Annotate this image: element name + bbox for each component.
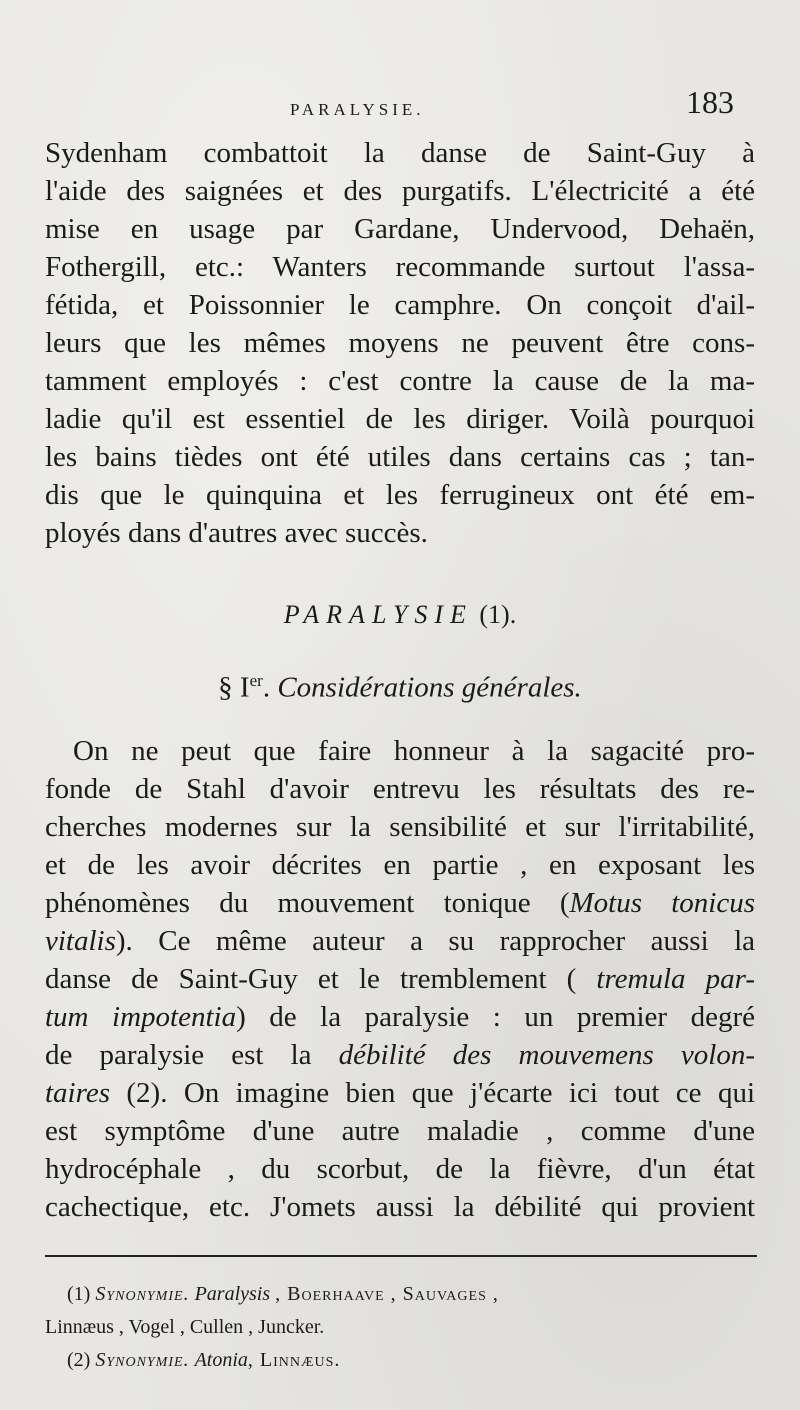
paragraph-line: est symptôme d'une autre maladie , comme d'une xyxy=(45,1115,755,1147)
paragraph-line: fétida, et Poissonnier le camphre. On conçoit d'ail- xyxy=(45,289,755,321)
paragraph-line: tamment employés : c'est contre la cause de la ma- xyxy=(45,365,755,397)
section-heading-note-ref: (1). xyxy=(479,600,517,629)
paragraph-line: mise en usage par Gardane, Undervood, Dehaën, xyxy=(45,213,755,245)
footnote-text: , Boerhaave , Sauvages , xyxy=(275,1283,499,1305)
footnote-label: Synonymie. xyxy=(95,1283,190,1305)
footnote-2 xyxy=(45,1346,787,1374)
footnote-text: , Linnæus. xyxy=(247,1349,341,1371)
italic-run: Motus tonicus xyxy=(569,887,755,919)
paragraph-line: leurs que les mêmes moyens ne peuvent être cons- xyxy=(45,327,755,359)
paragraph-line xyxy=(45,1036,755,1074)
footnote-term: Paralysis xyxy=(194,1283,271,1305)
paragraph-line xyxy=(45,998,755,1036)
text-run: ). Ce même auteur a su rapprocher aussi la xyxy=(115,925,755,957)
paragraph-line xyxy=(45,884,755,922)
paragraph-line: On ne peut que faire honneur à la sagacité pro- xyxy=(73,735,755,767)
paragraph-line xyxy=(45,1074,755,1112)
subsection-heading xyxy=(0,662,800,707)
section-heading-title: PARALYSIE xyxy=(283,600,473,629)
footnote-label: Synonymie. xyxy=(95,1349,190,1371)
paragraph-line: l'aide des saignées et des purgatifs. L'électricité a été xyxy=(45,175,755,207)
paragraph-line: fonde de Stahl d'avoir entrevu les résultats des re- xyxy=(45,773,755,805)
footnote-divider xyxy=(45,1255,757,1257)
footnote-term: Atonia xyxy=(194,1349,248,1371)
page-number: 183 xyxy=(686,84,734,120)
text-run: danse de Saint-Guy et le tremblement ( xyxy=(45,963,577,995)
footnote-1 xyxy=(45,1280,787,1308)
paragraph-line: ployés dans d'autres avec succès. xyxy=(45,517,428,549)
paragraph-line: cherches modernes sur la sensibilité et sur l'irritabilité, xyxy=(45,811,755,843)
section-heading xyxy=(0,596,800,634)
italic-run: tremula par- xyxy=(596,963,756,995)
section-mark-superscript: er xyxy=(249,671,263,690)
footnote-1-continued: Linnæus , Vogel , Cullen , Juncker. xyxy=(45,1316,325,1338)
italic-run: débilité des mouvemens volon- xyxy=(338,1039,755,1071)
footnote-number: (1) xyxy=(67,1283,91,1305)
paragraph-line: cachectique, etc. J'omets aussi la débilité qui provient xyxy=(45,1191,755,1223)
text-run: ) de la paralysie : un premier degré xyxy=(236,1001,756,1033)
paragraph-line: et de les avoir décrites en partie , en exposant les xyxy=(45,849,755,881)
section-mark: § I xyxy=(218,671,250,704)
paragraph-line xyxy=(45,922,755,960)
footnote-number: (2) xyxy=(67,1349,91,1371)
paragraph-line: hydrocéphale , du scorbut, de la fièvre, d'un état xyxy=(45,1153,755,1185)
italic-run: tum impotentia xyxy=(45,1001,237,1033)
paragraph-line: Sydenham combattoit la danse de Saint-Guy à xyxy=(45,137,755,169)
section-mark-dot: . xyxy=(262,671,271,704)
text-run: de paralysie est la xyxy=(45,1039,339,1071)
paragraph-line: ladie qu'il est essentiel de les diriger. Voilà pourquoi xyxy=(45,403,755,435)
subsection-heading-title: Considérations générales. xyxy=(277,671,582,704)
text-run: phénomènes du mouvement tonique ( xyxy=(45,887,570,919)
paragraph-line xyxy=(45,960,755,998)
text-run: (2). On imagine bien que j'écarte ici tout ce qui xyxy=(109,1077,755,1109)
paragraph-line: les bains tièdes ont été utiles dans certains cas ; tan- xyxy=(45,441,755,473)
italic-run: taires xyxy=(45,1077,110,1109)
paragraph-line: dis que le quinquina et les ferrugineux ont été em- xyxy=(45,479,755,511)
italic-run: vitalis xyxy=(45,925,116,957)
paragraph-line: Fothergill, etc.: Wanters recommande surtout l'assa- xyxy=(45,251,755,283)
running-head: PARALYSIE. xyxy=(290,100,425,119)
